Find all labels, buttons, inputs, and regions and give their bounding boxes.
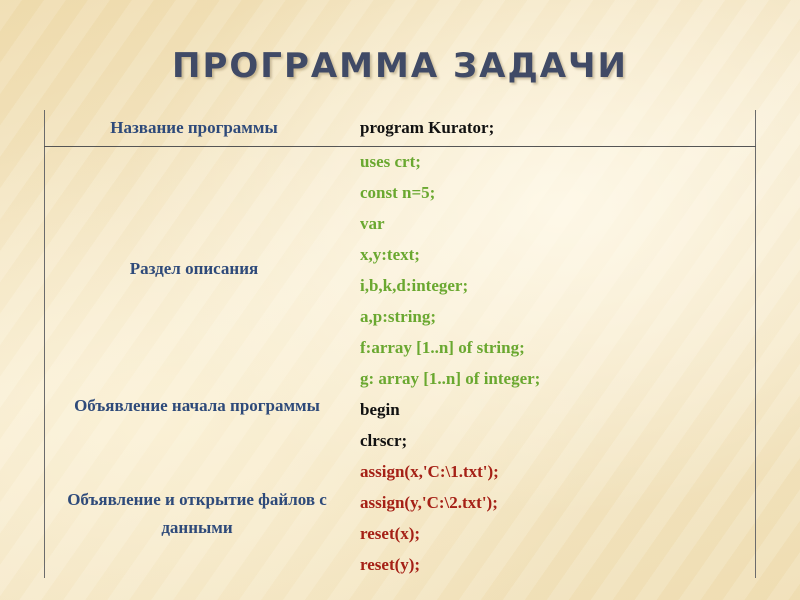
code-line: assign(x,'C:\1.txt'); (360, 462, 499, 481)
code-line: assign(y,'C:\2.txt'); (360, 493, 498, 512)
header-program-name-label: Название программы (110, 118, 278, 137)
header-divider (44, 146, 756, 147)
program-table (44, 110, 756, 578)
code-lines (360, 148, 540, 582)
table-right-border (755, 110, 756, 578)
code-line: begin (360, 400, 400, 419)
code-line: reset(x); (360, 524, 421, 543)
section-label-program-start: Объявление начала программы (74, 396, 320, 415)
code-line: const n=5; (360, 183, 436, 202)
code-line: uses crt; (360, 152, 421, 171)
table-left-border (44, 110, 45, 578)
code-line: x,y:text; (360, 245, 420, 264)
code-line: a,p:string; (360, 307, 437, 326)
code-line: f:array [1..n] of string; (360, 338, 525, 357)
section-label-declarations: Раздел описания (129, 259, 259, 278)
code-line: clrscr; (360, 431, 408, 450)
code-line: i,b,k,d:integer; (360, 276, 469, 295)
code-line: reset(y); (360, 555, 421, 574)
code-line: var (360, 214, 385, 233)
slide-title: ПРОГРАММА ЗАДАЧИ (172, 46, 628, 86)
header-program-statement: program Kurator; (360, 118, 495, 137)
code-line: g: array [1..n] of integer; (360, 369, 541, 388)
section-label-file-open: Объявление и открытие файлов с данными (67, 490, 327, 537)
